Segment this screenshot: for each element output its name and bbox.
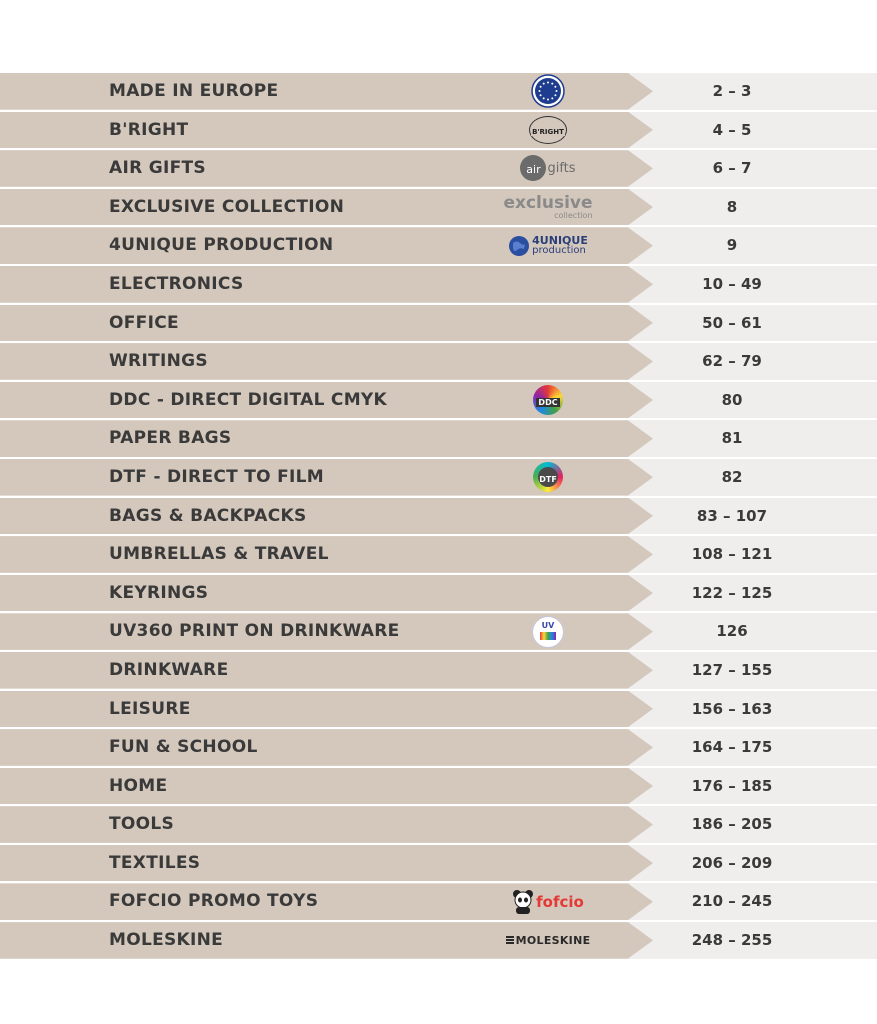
- toc-pages: 6 – 7: [712, 159, 752, 178]
- toc-row-paper-bags[interactable]: [0, 420, 877, 457]
- toc-pages: 82: [721, 467, 743, 486]
- toc-pages: 80: [721, 390, 743, 409]
- toc-band: [0, 806, 653, 843]
- eu-flag-icon: [498, 73, 598, 110]
- 4unique-logo-main: 4UNIQUE: [532, 234, 588, 248]
- panda-icon: [512, 889, 534, 915]
- toc-band: [0, 652, 653, 689]
- toc-band: [0, 575, 653, 612]
- toc-title: TOOLS: [109, 814, 175, 835]
- toc-band: [0, 305, 653, 342]
- toc-row-textiles[interactable]: [0, 845, 877, 882]
- uv360-logo: [498, 613, 598, 650]
- toc-row-home[interactable]: [0, 768, 877, 805]
- exclusive-logo: [498, 189, 598, 226]
- toc-row-leisure[interactable]: [0, 691, 877, 728]
- toc-title: MADE IN EUROPE: [109, 81, 279, 101]
- toc-pages: 164 – 175: [691, 738, 773, 757]
- moleskine-logo-text: MOLESKINE: [515, 933, 591, 947]
- toc-pages: 122 – 125: [691, 583, 773, 602]
- toc-pages: 50 – 61: [702, 313, 762, 332]
- toc-title: B'RIGHT: [109, 119, 189, 140]
- toc-title: TEXTILES: [109, 852, 201, 873]
- toc-row-office[interactable]: [0, 305, 877, 342]
- toc-row-umbrellas-travel[interactable]: [0, 536, 877, 573]
- toc-band: [0, 420, 653, 457]
- toc-title: EXCLUSIVE COLLECTION: [109, 196, 345, 217]
- air-gifts-logo-gifts: gifts: [547, 160, 576, 176]
- toc-band: [0, 845, 653, 882]
- 4unique-logo-sub: production: [532, 245, 586, 257]
- bright-logo: [498, 112, 598, 149]
- toc-title: KEYRINGS: [109, 582, 209, 603]
- toc-title: 4UNIQUE PRODUCTION: [109, 235, 334, 256]
- toc-pages: 81: [721, 429, 743, 448]
- toc-row-fun-school[interactable]: [0, 729, 877, 766]
- toc-row-ddc[interactable]: [0, 382, 877, 419]
- toc-row-tools[interactable]: [0, 806, 877, 843]
- globe-icon: [508, 235, 530, 257]
- toc-band: [0, 266, 653, 303]
- 4unique-logo: [498, 227, 598, 264]
- toc-title: WRITINGS: [109, 351, 208, 372]
- toc-pages: 108 – 121: [691, 545, 773, 564]
- toc-title: UMBRELLAS & TRAVEL: [109, 544, 329, 565]
- toc-title: FOFCIO PROMO TOYS: [109, 891, 319, 912]
- toc-row-exclusive-collection[interactable]: [0, 189, 877, 226]
- toc-row-4unique-production[interactable]: [0, 227, 877, 264]
- toc-pages: 248 – 255: [691, 931, 773, 950]
- toc-row-electronics[interactable]: [0, 266, 877, 303]
- toc-band: [0, 343, 653, 380]
- moleskine-logo: [498, 922, 598, 959]
- toc-row-dtf[interactable]: [0, 459, 877, 496]
- toc-pages: 4 – 5: [712, 120, 752, 139]
- table-of-contents: [0, 73, 877, 961]
- toc-title: DDC - DIRECT DIGITAL CMYK: [109, 389, 387, 410]
- toc-row-uv360[interactable]: [0, 613, 877, 650]
- toc-row-bright[interactable]: [0, 112, 877, 149]
- toc-band: [0, 729, 653, 766]
- dtf-logo-text: DTF: [539, 475, 557, 485]
- toc-row-made-in-europe[interactable]: [0, 73, 877, 110]
- toc-pages: 126: [716, 622, 748, 641]
- toc-title: OFFICE: [109, 312, 179, 333]
- toc-pages: 206 – 209: [691, 853, 773, 872]
- toc-pages: 8: [726, 197, 738, 216]
- bright-logo-text: B'RIGHT: [532, 127, 564, 136]
- ddc-logo-text: DDC: [538, 398, 558, 408]
- toc-pages: 9: [726, 236, 738, 255]
- toc-title: ELECTRONICS: [109, 273, 244, 294]
- toc-row-drinkware[interactable]: [0, 652, 877, 689]
- ddc-logo: [498, 382, 598, 419]
- toc-pages: 127 – 155: [691, 660, 773, 679]
- toc-row-bags-backpacks[interactable]: [0, 498, 877, 535]
- toc-row-air-gifts[interactable]: [0, 150, 877, 187]
- toc-row-fofcio[interactable]: [0, 883, 877, 920]
- exclusive-logo-main: exclusive: [503, 192, 593, 213]
- toc-title: DRINKWARE: [109, 659, 229, 680]
- toc-pages: 156 – 163: [691, 699, 773, 718]
- toc-row-moleskine[interactable]: [0, 922, 877, 959]
- toc-title: DTF - DIRECT TO FILM: [109, 466, 324, 487]
- toc-band: [0, 498, 653, 535]
- toc-pages: 10 – 49: [702, 274, 762, 293]
- toc-band: [0, 768, 653, 805]
- toc-pages: 186 – 205: [691, 815, 773, 834]
- toc-title: HOME: [109, 775, 168, 796]
- air-gifts-logo: [498, 150, 598, 187]
- toc-pages: 2 – 3: [712, 82, 752, 100]
- toc-title: MOLESKINE: [109, 930, 224, 951]
- uv360-logo-text: UV: [541, 620, 555, 630]
- fofcio-logo-text: fofcio: [536, 892, 584, 911]
- exclusive-logo-sub: collection: [554, 210, 593, 220]
- fofcio-logo: [498, 883, 598, 920]
- toc-pages: 176 – 185: [691, 776, 773, 795]
- toc-pages: 62 – 79: [702, 352, 762, 371]
- air-gifts-logo-air: air: [526, 163, 541, 177]
- toc-row-writings[interactable]: [0, 343, 877, 380]
- toc-title: UV360 PRINT ON DRINKWARE: [109, 621, 400, 642]
- toc-row-keyrings[interactable]: [0, 575, 877, 612]
- toc-title: BAGS & BACKPACKS: [109, 505, 307, 526]
- toc-band: [0, 691, 653, 728]
- dtf-logo: [498, 459, 598, 496]
- toc-pages: 210 – 245: [691, 892, 773, 911]
- toc-pages: 83 – 107: [696, 506, 768, 525]
- toc-title: LEISURE: [109, 698, 191, 719]
- toc-title: FUN & SCHOOL: [109, 737, 258, 758]
- toc-title: PAPER BAGS: [109, 428, 232, 449]
- toc-title: AIR GIFTS: [109, 158, 206, 179]
